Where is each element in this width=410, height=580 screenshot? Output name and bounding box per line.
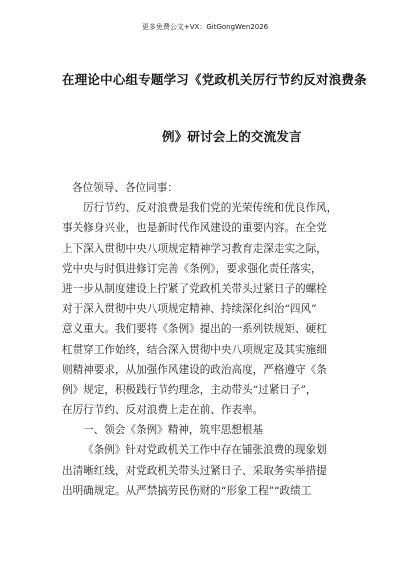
header-note: 更多免费公文+VX：GitGongWen2026	[141, 23, 269, 31]
body-line: 厉行节约、反对浪费是我们党的光荣传统和优良作风，	[83, 202, 338, 215]
document-body	[62, 178, 354, 501]
body-line: 意义重大。我们要将《条例》提出的一系列铁规矩、硬杠	[62, 323, 327, 336]
body-line: 对于深入贯彻中央八项规定精神、持续深化纠治“四风”	[62, 303, 317, 316]
body-line: 出清晰红线，对党政机关带头过紧日子、采取务实举措提	[62, 464, 327, 477]
body-line: 党中央与时俱进修订完善《条例》，要求强化责任落实，	[62, 262, 322, 275]
body-line: 则精神要求，从加强作风建设的政治高度，严格遵守《条	[62, 363, 327, 376]
body-line: 上下深入贯彻中央八项规定精神学习教育走深走实之际，	[62, 242, 327, 255]
document-title-line-2: 例》研讨会上的交流发言	[162, 129, 302, 144]
body-line: 例》规定，积极践行节约理念，主动带头“过紧日子”，	[62, 383, 317, 396]
body-line: 杠贯穿工作始终，结合深入贯彻中央八项规定及其实施细	[62, 343, 327, 356]
section-heading: 一、领会《条例》精神，筑牢思想根基	[83, 424, 264, 437]
salutation: 各位领导、各位同事：	[72, 182, 178, 194]
body-line: 进一步从制度建设上拧紧了党政机关带头过紧日子的螺栓	[62, 282, 327, 295]
body-line: 出明确规定。从严禁搞劳民伤财的“形象工程”“政绩工	[62, 484, 312, 497]
body-line: 在厉行节约、反对浪费上走在前、作表率。	[62, 404, 264, 417]
document-title-line-1: 在理论中心组专题学习《党政机关厉行节约反对浪费条	[62, 72, 367, 87]
body-line: 《条例》针对党政机关工作中存在铺张浪费的现象划	[83, 444, 327, 457]
body-line: 事关修身兴业，也是新时代作风建设的重要内容。在全党	[62, 222, 327, 235]
